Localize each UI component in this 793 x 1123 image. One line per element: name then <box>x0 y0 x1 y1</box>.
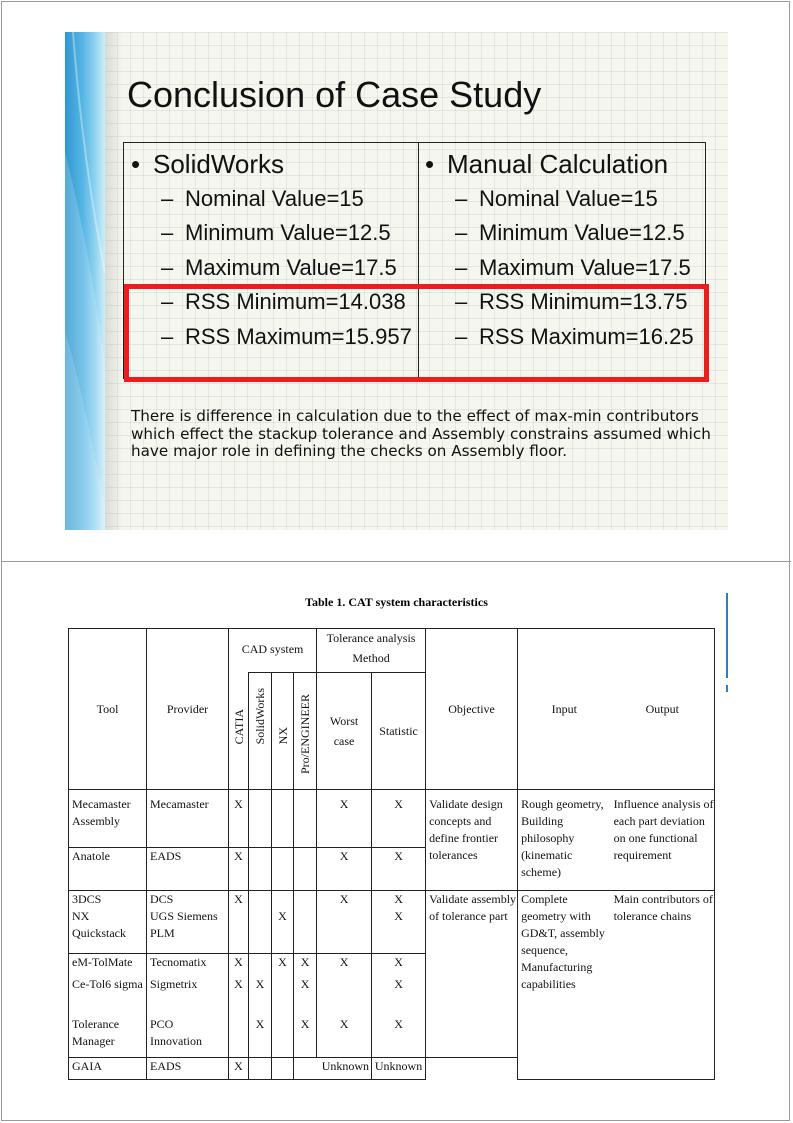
solidworks-mark: X <box>249 976 272 1016</box>
man-minimum: Minimum Value=12.5 <box>479 220 685 246</box>
proe-mark: X <box>294 954 317 976</box>
table-row <box>69 890 715 953</box>
group2-objective: Validate assembly of tolerance part <box>426 890 518 1057</box>
man-rss-maximum: RSS Maximum=16.25 <box>479 323 694 349</box>
nx-mark <box>272 1016 294 1057</box>
edge-mark <box>726 685 728 692</box>
header-nx-cell <box>272 673 294 790</box>
bullet-icon: • <box>425 149 435 179</box>
header-tool: Tool <box>96 701 119 716</box>
manual-heading-text: Manual Calculation <box>447 149 669 179</box>
header-tol-analysis: Tolerance analysis <box>326 631 416 645</box>
sw-minimum: Minimum Value=12.5 <box>185 220 391 246</box>
header-row <box>69 629 715 673</box>
man-nominal: Nominal Value=15 <box>479 186 658 211</box>
solidworks-mark <box>249 1057 272 1079</box>
list-item <box>161 216 412 250</box>
provider-cell: PCO Innovation <box>147 1016 229 1057</box>
worst-case-mark <box>317 890 372 953</box>
proe-mark: X <box>294 976 317 1016</box>
worst-3dcs: X <box>339 891 349 906</box>
header-output: Output <box>645 701 679 716</box>
statistic-mark: X <box>372 954 426 976</box>
header-proe: Pro/ENGINEER <box>298 694 313 775</box>
proe-mark <box>294 848 317 890</box>
dash-icon: – <box>455 289 468 315</box>
tool-nx-quickstack: NX Quickstack <box>72 908 126 940</box>
worst-case-mark <box>317 976 372 1016</box>
header-provider: Provider <box>166 701 209 716</box>
rss-highlight-box <box>124 284 709 382</box>
header-method: Method <box>352 651 390 665</box>
solidworks-heading-text: SolidWorks <box>153 149 285 179</box>
header-tool-cell <box>69 629 147 790</box>
header-statistic-cell <box>372 673 426 790</box>
man-maximum: Maximum Value=17.5 <box>479 254 691 280</box>
header-solidworks: SolidWorks <box>253 687 267 745</box>
table-row <box>69 790 715 848</box>
provider-cell: Mecamaster <box>147 790 229 848</box>
tool-cell <box>69 890 147 953</box>
provider-cell: Sigmetrix <box>147 976 229 1016</box>
edge-mark <box>726 593 728 678</box>
header-solidworks-cell <box>249 673 272 790</box>
provider-cell: Tecnomatix <box>147 954 229 976</box>
nx-mark <box>272 890 294 953</box>
dash-icon: – <box>455 254 468 280</box>
provider-cell <box>147 890 229 953</box>
list-item <box>161 182 412 216</box>
sw-nominal: Nominal Value=15 <box>185 186 364 211</box>
header-cad-cell <box>229 629 317 673</box>
header-provider-cell <box>147 629 229 790</box>
header-proe-cell <box>294 673 317 790</box>
catia-mark: X <box>229 848 249 890</box>
solidworks-mark <box>249 954 272 976</box>
provider-cell: EADS <box>147 1057 229 1079</box>
header-catia: CATIA <box>231 708 246 745</box>
header-tol-cell <box>317 629 426 673</box>
solidworks-mark <box>249 848 272 890</box>
statistic-mark: X <box>372 848 426 890</box>
manual-heading <box>425 147 668 181</box>
proe-mark: X <box>294 1016 317 1057</box>
tool-cell: eM-TolMate <box>69 954 147 976</box>
dash-icon: – <box>161 186 174 211</box>
dash-icon: – <box>161 220 174 246</box>
dash-icon: – <box>455 220 468 246</box>
page-divider <box>1 561 791 562</box>
man-rss-minimum: RSS Minimum=13.75 <box>479 289 688 315</box>
group1-output: Influence analysis of each part deviation on one functional requirement <box>611 790 715 891</box>
statistic-mark: X <box>372 1016 426 1057</box>
tool-cell: Mecamaster Assembly <box>69 790 147 848</box>
statistic-mark: X <box>372 790 426 848</box>
solidworks-heading <box>131 147 284 181</box>
statistic-mark <box>372 890 426 953</box>
tool-cell: Ce-Tol6 sigma <box>69 976 147 1016</box>
solidworks-mark <box>249 790 272 848</box>
header-worst: Worst <box>329 713 359 728</box>
nx-mark: X <box>272 954 294 976</box>
catia-mark: X <box>229 976 249 1016</box>
header-statistic: Statistic <box>379 723 418 738</box>
tool-cell: GAIA <box>69 1057 147 1079</box>
slide-title: Conclusion of Case Study <box>127 74 542 115</box>
catia-mark <box>229 890 249 953</box>
group2-output: Main contributors of tolerance chains <box>611 890 715 1079</box>
proe-mark <box>294 790 317 848</box>
nx-mark <box>272 790 294 848</box>
tool-cell: Anatole <box>69 848 147 890</box>
list-item <box>455 216 694 250</box>
header-catia-cell <box>229 673 249 790</box>
nx-mark <box>272 1057 294 1079</box>
worst-case-mark: Unknown <box>294 1057 372 1079</box>
header-worst-cell <box>317 673 372 790</box>
cat-system-table <box>68 628 715 1080</box>
tool-3dcs: 3DCS <box>72 891 102 906</box>
provider-dcs: DCS <box>150 891 174 906</box>
worst-case-mark: X <box>317 954 372 976</box>
worst-case-mark: X <box>317 790 372 848</box>
catia-3dcs: X <box>234 891 243 906</box>
table-caption: Table 1. CAT system characteristics <box>305 595 488 609</box>
list-item <box>455 251 694 285</box>
catia-mark: X <box>229 1057 249 1079</box>
catia-mark <box>229 1016 249 1057</box>
conclusion-note: There is difference in calculation due to the effect of max-min contributors which effect the stackup tolerance and Assembly constrains assumed which have major role in defining the checks on Assembly floor. <box>131 407 711 460</box>
list-item <box>161 251 412 285</box>
solidworks-mark <box>249 890 272 953</box>
dash-icon: – <box>455 186 468 211</box>
nx-mark <box>272 976 294 1016</box>
header-output-cell <box>611 629 715 790</box>
header-case: case <box>333 733 355 748</box>
group2-input: Complete geometry with GD&T, assembly sequence, Manufacturing capabilities <box>518 890 611 1079</box>
header-objective-cell <box>426 629 518 790</box>
sw-rss-minimum: RSS Minimum=14.038 <box>185 289 406 315</box>
bullet-icon: • <box>131 149 141 179</box>
header-nx: NX <box>275 726 290 745</box>
solidworks-mark: X <box>249 1016 272 1057</box>
slide-swoosh-decoration <box>65 32 105 530</box>
header-input: Input <box>551 701 577 716</box>
statistic-mark: Unknown <box>372 1057 426 1079</box>
statistic-mark: X <box>372 976 426 1016</box>
stat-3dcs: X <box>394 891 403 906</box>
worst-case-mark: X <box>317 848 372 890</box>
dash-icon: – <box>455 323 468 349</box>
dash-icon: – <box>161 289 174 315</box>
objective-empty <box>426 1057 518 1079</box>
worst-case-mark: X <box>317 1016 372 1057</box>
nx-quickstack-mark: X <box>278 908 287 923</box>
tool-cell: Tolerance Manager <box>69 1016 147 1057</box>
group1-objective: Validate design concepts and define frontier tolerances <box>426 790 518 891</box>
nx-mark <box>272 848 294 890</box>
list-item <box>455 182 694 216</box>
dash-icon: – <box>161 323 174 349</box>
group1-input: Rough geometry, Building philosophy (kinematic scheme) <box>518 790 611 891</box>
sw-maximum: Maximum Value=17.5 <box>185 254 397 280</box>
header-objective: Objective <box>448 701 495 716</box>
slide <box>65 32 728 530</box>
stat-nxq: X <box>394 908 403 923</box>
header-input-cell <box>518 629 611 790</box>
provider-cell: EADS <box>147 848 229 890</box>
header-cad-system: CAD system <box>241 642 304 656</box>
proe-mark <box>294 890 317 953</box>
sw-rss-maximum: RSS Maximum=15.957 <box>185 323 412 349</box>
provider-ugs: UGS Siemens PLM <box>150 908 218 940</box>
dash-icon: – <box>161 254 174 280</box>
catia-mark: X <box>229 790 249 848</box>
catia-mark: X <box>229 954 249 976</box>
slide-bar-shadow <box>105 32 123 530</box>
